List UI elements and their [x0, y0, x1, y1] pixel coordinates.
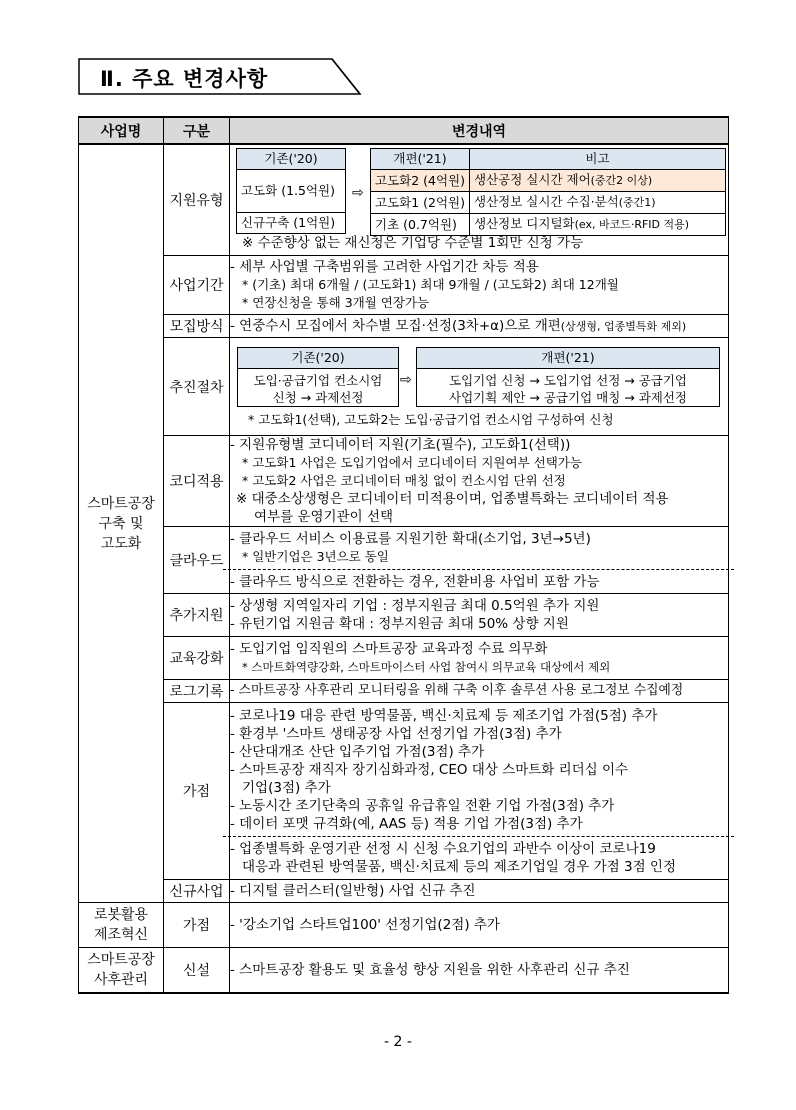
content-line: - 환경부 '스마트 생태공장 사업 선정기업 가점(3점) 추가 [230, 725, 562, 742]
content-line: - 유턴기업 지원금 확대 : 정부지원금 최대 50% 상향 지원 [230, 616, 569, 632]
new-header: 개편('21) [371, 149, 470, 170]
row-coordinator [79, 436, 729, 527]
content-line: - 디지털 클러스터(일반형) 사업 신규 추진 [230, 883, 476, 899]
content-line: - 지원유형별 코디네이터 지원(기초(필수), 고도화1(선택)) [230, 437, 571, 453]
biz-line: 제조혁신 [93, 927, 149, 943]
row-education [79, 637, 729, 680]
support-type-compare [236, 148, 722, 234]
cat-coordinator: 코디적용 [164, 436, 230, 527]
table-header-row [79, 117, 729, 144]
content-line: - 코로나19 대응 관련 방역물품, 백신·치료제 등 제조기업 가점(5점) 추가 [230, 707, 658, 724]
biz-line: 스마트공장 [87, 952, 155, 968]
biz-line: 로봇활용 [93, 907, 149, 923]
row-period [79, 256, 729, 315]
header-biz: 사업명 [79, 117, 164, 144]
cat-extra-support: 추가지원 [164, 594, 230, 637]
content-line: - 스마트공장 사후관리 모니터링을 위해 구축 이후 솔루션 사용 로그정보 수집예정 [230, 683, 684, 698]
content-line: - 클라우드 방식으로 전환하는 경우, 전환비용 사업비 포함 가능 [223, 569, 734, 591]
row-recruit [79, 315, 729, 338]
content-line: - 클라우드 서비스 이용료를 지원기한 확대(소기업, 3년→5년) [230, 530, 591, 547]
cat-bonus: 가점 [164, 703, 230, 880]
content-line: - 연중수시 모집에서 차수별 모집·선정(3차+α)으로 개편(상생형, 업종별특화 제외) [230, 317, 687, 334]
cat-recruit: 모집방식 [164, 315, 230, 338]
cat-new-biz: 신규사업 [164, 880, 230, 903]
section-title: Ⅱ. 주요 변경사항 [100, 67, 269, 91]
content-line: - 스마트공장 재직자 장기심화과정, CEO 대상 스마트화 리더십 이수 [230, 761, 629, 778]
biz-robot [79, 903, 164, 948]
content-line: - 도입기업 임직원의 스마트공장 교육과정 수료 의무화 [230, 641, 548, 657]
right-arrow-icon: ⇨ [352, 185, 364, 201]
biz-line: 구축 및 [98, 515, 144, 532]
content-line: - '강소기업 스타트업100' 선정기업(2점) 추가 [230, 917, 500, 933]
cat-robot: 가점 [164, 903, 230, 948]
cat-education: 교육강화 [164, 637, 230, 680]
content-line: - 산단대개조 산단 입주기업 가점(3점) 추가 [230, 743, 485, 760]
content-line: * 스마트화역량강화, 스마트마이스터 사업 참여시 의무교육 대상에서 제외 [242, 660, 611, 674]
content-line: - 데이터 포맷 규격화(예, AAS 등) 적용 기업 가점(3점) 추가 [230, 815, 583, 832]
cat-procedure: 추진절차 [164, 338, 230, 436]
procedure-note: * 고도화1(선택), 고도화2는 도입·공급기업 컨소시엄 구성하여 신청 [248, 412, 614, 427]
procedure-old-line: 도입·공급기업 컨소시엄 [253, 373, 383, 388]
content-line: * (기초) 최대 6개월 / (고도화1) 최대 9개월 / (고도화2) 최대 12개월 [242, 277, 619, 292]
content-line: - 스마트공장 활용도 및 효율성 향상 지원을 위한 사후관리 신규 추진 [230, 962, 630, 978]
row-extra-support [79, 594, 729, 637]
row-procedure [79, 338, 729, 436]
content-line: * 고도화2 사업은 코디네이터 매칭 없이 컨소시엄 단위 선정 [242, 473, 566, 488]
biz-line: 고도화 [100, 535, 142, 552]
content-line: 대응과 관련된 방역물품, 백신·치료제 등의 제조기업일 경우 가점 3점 인정 [242, 858, 676, 875]
old-header: 기존('20) [237, 149, 346, 170]
new-row: 고도화2 (4억원) [371, 170, 470, 192]
old-row: 고도화 (1.5억원) [237, 170, 346, 213]
cat-support-type: 지원유형 [164, 144, 230, 256]
procedure-new-line: 사업기획 제안 → 공급기업 매칭 → 과제선정 [449, 390, 687, 405]
cat-after-care: 신설 [164, 948, 230, 994]
content-line: ※ 대중소상생형은 코디네이터 미적용이며, 업종별특화는 코디네이터 적용 [236, 491, 669, 507]
procedure-new-header: 개편('21) [417, 348, 719, 369]
procedure-compare [236, 345, 722, 411]
row-cloud [79, 527, 729, 594]
row-bonus [79, 703, 729, 880]
procedure-old-line: 신청 → 과제선정 [272, 390, 364, 405]
row-new-biz [79, 880, 729, 903]
procedure-new-line: 도입기업 신청 → 도입기업 선정 → 공급기업 [449, 373, 687, 388]
note-row: 생산공정 실시간 제어(중간2 이상) [470, 170, 726, 192]
biz-line: 사후관리 [93, 972, 149, 988]
row-after-care [79, 948, 729, 994]
content-line: - 세부 사업별 구축범위를 고려한 사업기간 차등 적용 [230, 259, 539, 275]
procedure-old-header: 기존('20) [238, 348, 398, 369]
content-line: * 고도화1 사업은 도입기업에서 코디네이터 지원여부 선택가능 [242, 455, 582, 470]
content-line: 여부를 운영기관이 선택 [254, 509, 393, 525]
changes-table [78, 116, 729, 994]
row-robot [79, 903, 729, 948]
note-header: 비고 [470, 149, 726, 170]
header-cat: 구분 [164, 117, 230, 144]
row-log [79, 680, 729, 703]
content-line: * 일반기업은 3년으로 동일 [242, 548, 389, 564]
support-type-remark: ※ 수준향상 없는 재신청은 기업당 수준별 1회만 신청 가능 [242, 235, 584, 251]
note-row: 생산정보 실시간 수집·분석(중간1) [470, 192, 726, 214]
old-type-table [236, 148, 346, 234]
old-row: 신규구축 (1억원) [237, 213, 346, 234]
page-number: - 2 - [384, 1034, 412, 1050]
biz-line: 스마트공장 [87, 495, 155, 512]
cat-log: 로그기록 [164, 680, 230, 703]
row-support-type [79, 144, 729, 256]
cat-cloud: 클라우드 [164, 527, 230, 594]
header-content: 변경내역 [230, 117, 729, 144]
new-row: 고도화1 (2억원) [371, 192, 470, 214]
procedure-new-box [416, 347, 720, 407]
biz-smart-factory [79, 144, 164, 903]
new-type-table [370, 148, 726, 236]
procedure-old-box [237, 347, 399, 407]
content-line: 기업(3점) 추가 [242, 779, 331, 796]
new-row: 기초 (0.7억원) [371, 214, 470, 236]
right-arrow-icon: ⇨ [400, 372, 412, 388]
content-line: - 업종별특화 운영기관 선정 시 신청 수요기업의 과반수 이상이 코로나19 [223, 836, 734, 858]
content-line: - 상생형 지역일자리 기업 : 정부지원금 최대 0.5억원 추가 지원 [230, 598, 600, 614]
content-line: - 노동시간 조기단축의 공휴일 유급휴일 전환 기업 가점(3점) 추가 [230, 797, 615, 814]
note-row: 생산정보 디지털화(ex, 바코드·RFID 적용) [470, 214, 726, 236]
cat-period: 사업기간 [164, 256, 230, 315]
biz-after-care [79, 948, 164, 994]
content-line: * 연장신청을 통해 3개월 연장가능 [242, 295, 430, 310]
